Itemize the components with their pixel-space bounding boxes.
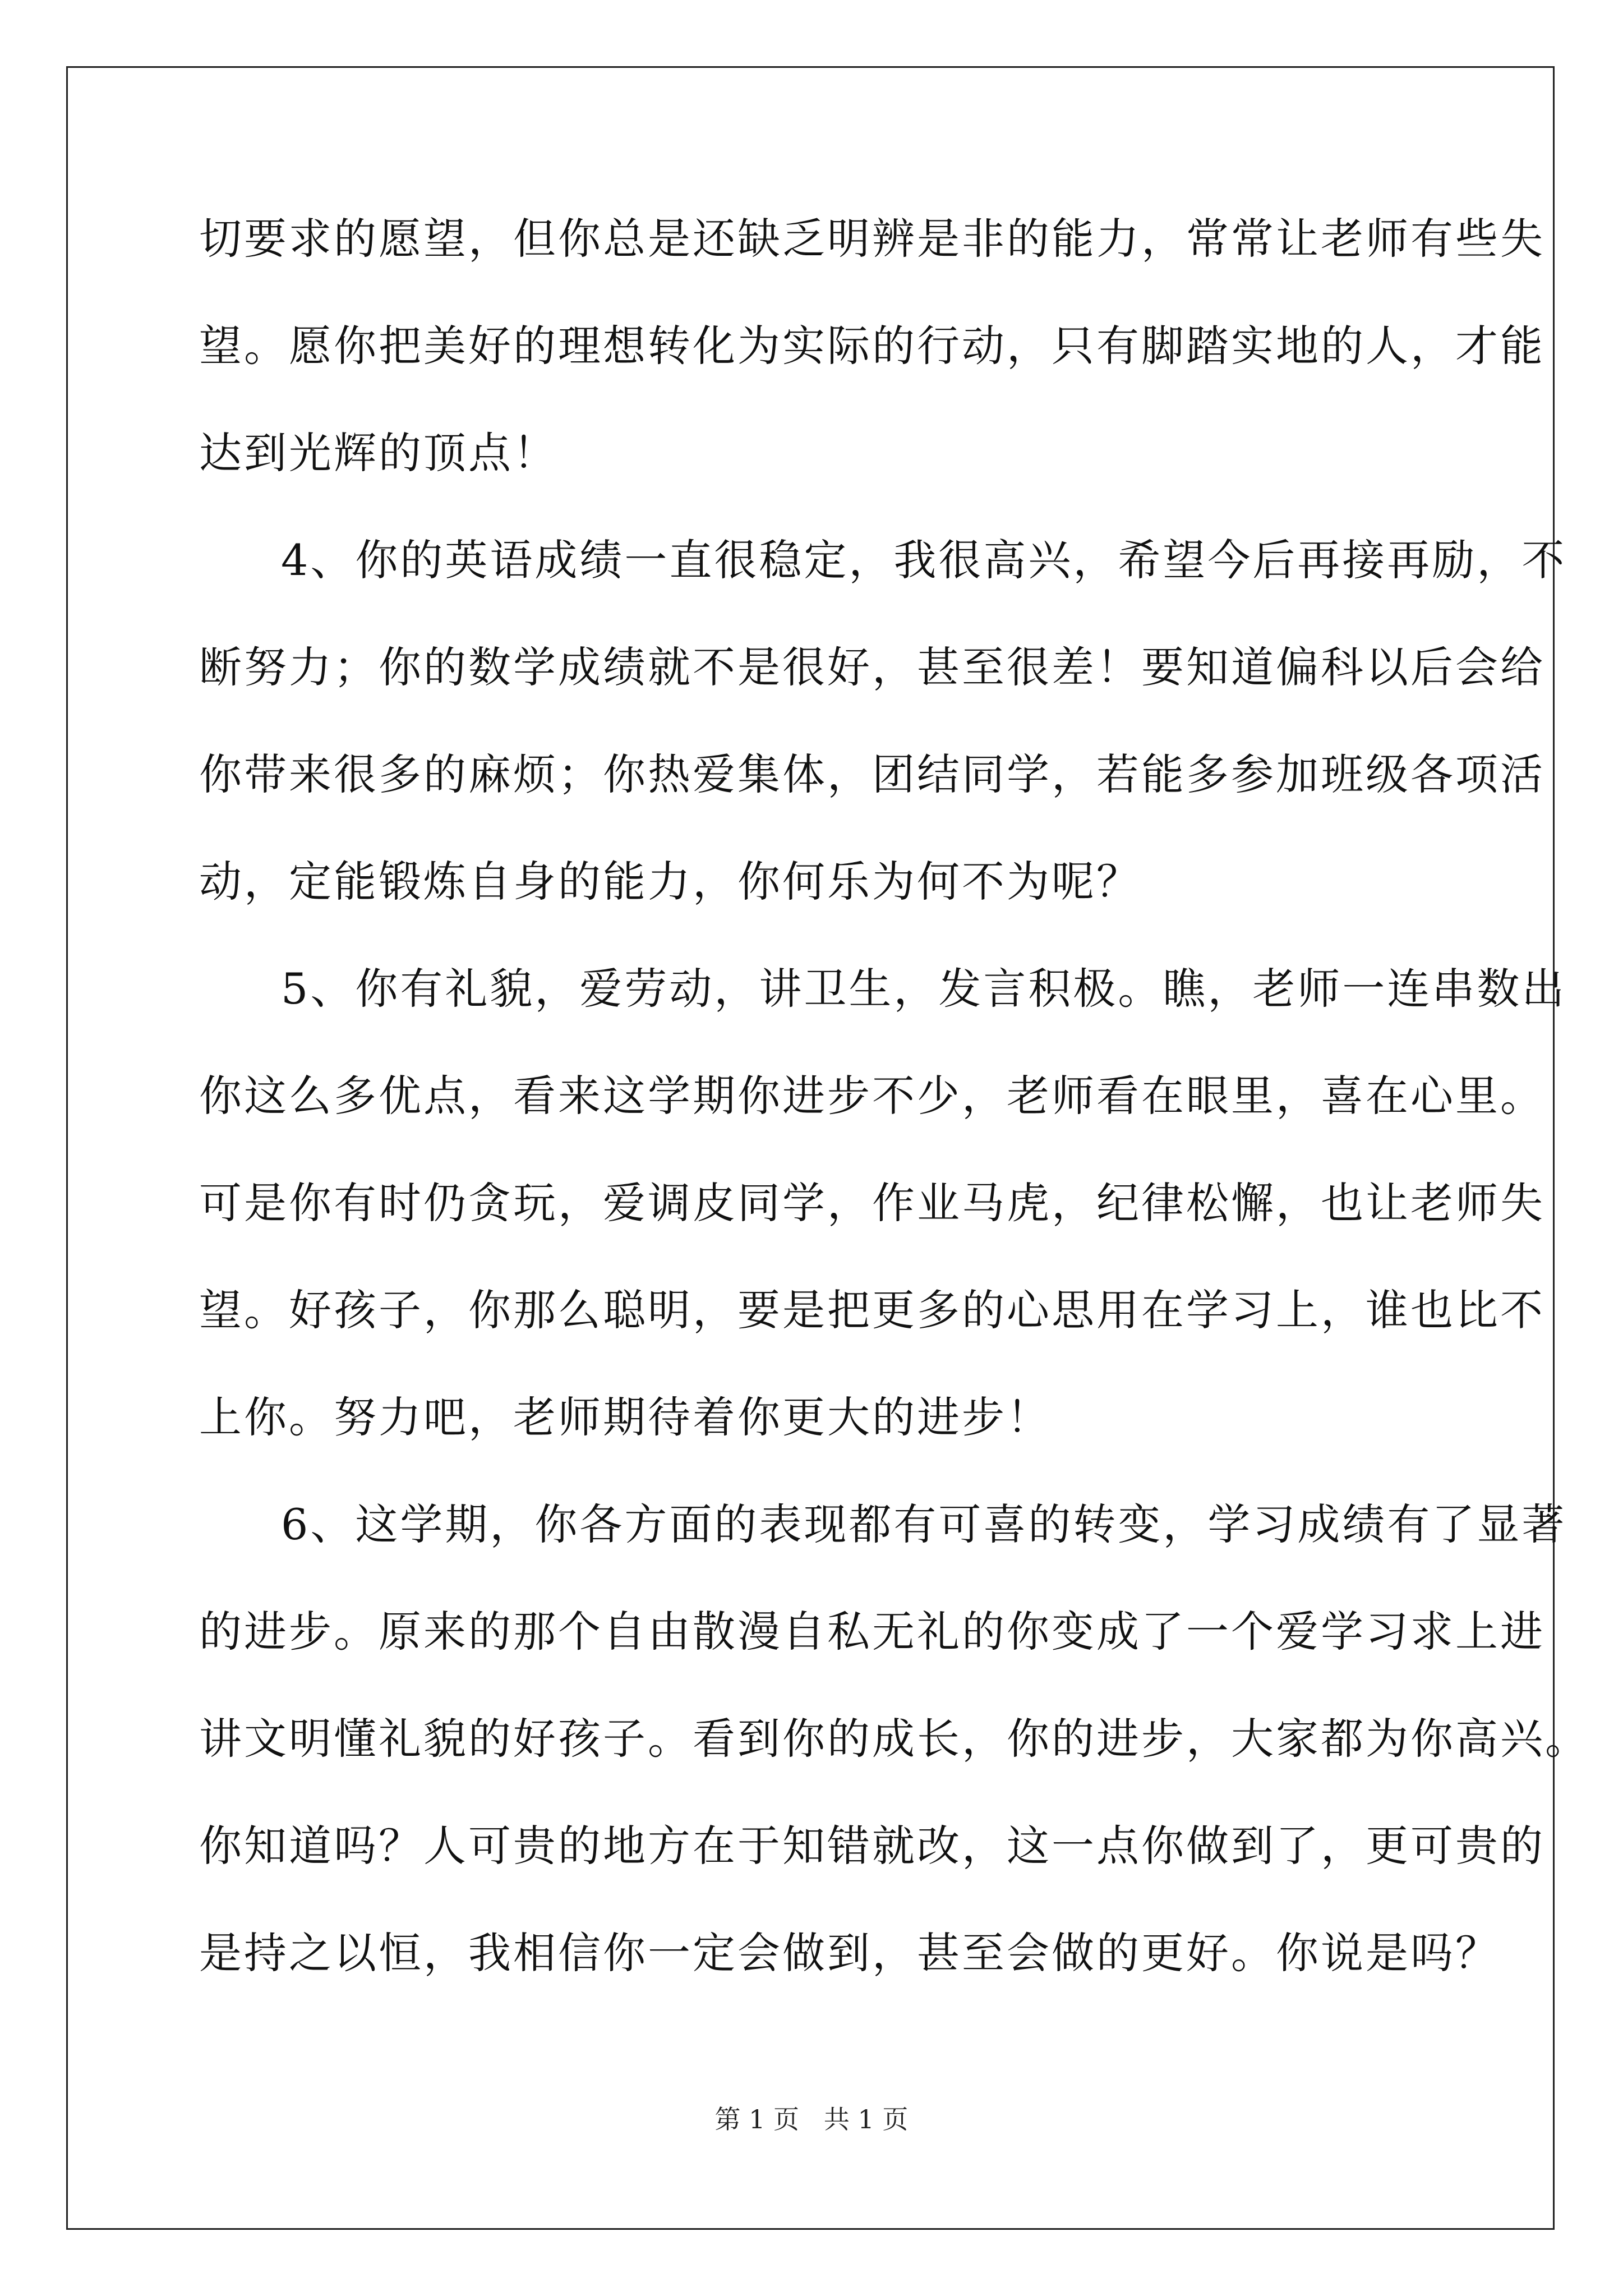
text-line: 是持之以恒，我相信你一定会做到，甚至会做的更好。你说是吗？ (199, 1928, 1500, 1978)
document-body (199, 213, 1590, 2035)
paragraph-first-line: 5、你有礼貌，爱劳动，讲卫生，发言积极。瞧，老师一连串数出 (281, 964, 1567, 1014)
text-line: 断努力；你的数学成绩就不是很好，甚至很差！要知道偏科以后会给 (199, 642, 1545, 692)
text-line: 你带来很多的麻烦；你热爱集体，团结同学，若能多参加班级各项活 (199, 749, 1545, 799)
text-line: 你知道吗？人可贵的地方在于知错就改，这一点你做到了，更可贵的 (199, 1821, 1545, 1871)
text-line: 可是你有时仍贪玩，爱调皮同学，作业马虎，纪律松懈，也让老师失 (199, 1178, 1545, 1228)
paragraph-first-line: 6、这学期，你各方面的表现都有可喜的转变，学习成绩有了显著 (281, 1499, 1567, 1549)
text-line: 动，定能锻炼自身的能力，你何乐为何不为呢？ (199, 857, 1141, 907)
text-line: 望。好孩子，你那么聪明，要是把更多的心思用在学习上，谁也比不 (199, 1285, 1545, 1335)
text-line: 的进步。原来的那个自由散漫自私无礼的你变成了一个爱学习求上进 (199, 1607, 1545, 1657)
paragraph-first-line: 4、你的英语成绩一直很稳定，我很高兴，希望今后再接再励，不 (281, 535, 1567, 585)
text-line: 切要求的愿望，但你总是还缺乏明辨是非的能力，常常让老师有些失 (199, 214, 1545, 264)
text-line: 达到光辉的顶点！ (199, 428, 558, 478)
text-line: 讲文明懂礼貌的好孩子。看到你的成长，你的进步，大家都为你高兴。 (199, 1714, 1590, 1764)
text-line: 你这么多优点，看来这学期你进步不少，老师看在眼里，喜在心里。 (199, 1071, 1545, 1121)
text-line: 上你。努力吧，老师期待着你更大的进步！ (199, 1392, 1052, 1442)
text-line: 望。愿你把美好的理想转化为实际的行动，只有脚踏实地的人，才能 (199, 321, 1545, 371)
page-footer: 第 1 页 共 1 页 (714, 2104, 909, 2134)
